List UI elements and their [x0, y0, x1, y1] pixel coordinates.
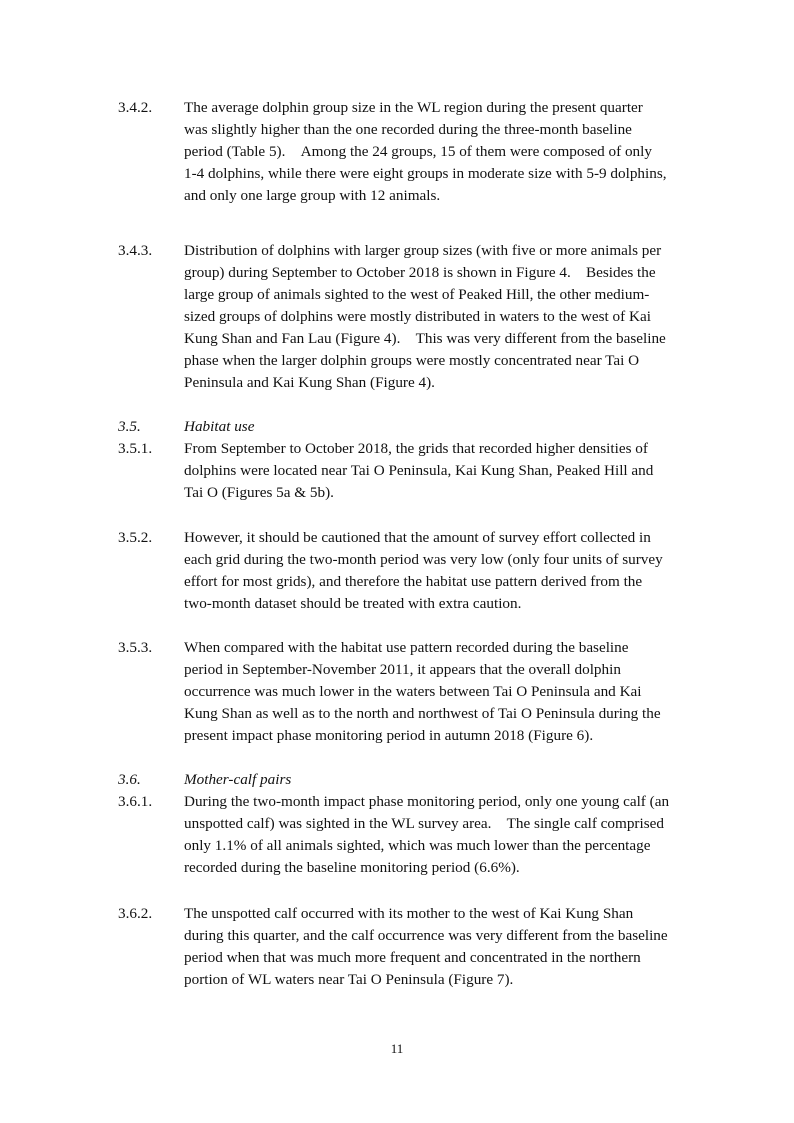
text-line: and only one large group with 12 animals. [184, 187, 441, 204]
text-line: group) during September to October 2018 is shown in Figure 4. Besides the [184, 264, 656, 281]
paragraph-body [184, 97, 710, 207]
text-line: period when that was much more frequent and concentrated in the northern [184, 949, 641, 966]
text-line: large group of animals sighted to the west of Peaked Hill, the other medium- [184, 286, 650, 303]
paragraph-number: 3.5.2. [118, 529, 153, 546]
text-line: only 1.1% of all animals sighted, which was much lower than the percentage [184, 837, 651, 854]
paragraph-body [184, 240, 710, 394]
text-line: Tai O (Figures 5a & 5b). [184, 484, 334, 501]
paragraph-number: 3.5.3. [118, 639, 153, 656]
section-number: 3.5. [118, 418, 141, 435]
text-line: Peninsula and Kai Kung Shan (Figure 4). [184, 374, 435, 391]
text-line: Kung Shan as well as to the north and northwest of Tai O Peninsula during the [184, 705, 661, 722]
text-line: sized groups of dolphins were mostly distributed in waters to the west of Kai [184, 308, 651, 325]
section-number: 3.6. [118, 771, 141, 788]
text-line: recorded during the baseline monitoring period (6.6%). [184, 859, 520, 876]
text-line: When compared with the habitat use pattern recorded during the baseline [184, 639, 629, 656]
paragraph-body [184, 903, 710, 991]
text-line: The unspotted calf occurred with its mother to the west of Kai Kung Shan [184, 905, 634, 922]
text-line: dolphins were located near Tai O Peninsula, Kai Kung Shan, Peaked Hill and [184, 462, 654, 479]
text-line: period in September-November 2011, it appears that the overall dolphin [184, 661, 621, 678]
text-line: effort for most grids), and therefore the habitat use pattern derived from the [184, 573, 643, 590]
text-line: From September to October 2018, the grids that recorded higher densities of [184, 440, 648, 457]
section-title: Habitat use [184, 418, 255, 435]
section-title: Mother-calf pairs [184, 771, 292, 788]
text-line: occurrence was much lower in the waters between Tai O Peninsula and Kai [184, 683, 642, 700]
text-line: Distribution of dolphins with larger group sizes (with five or more animals per [184, 242, 662, 259]
paragraph-number: 3.6.2. [118, 905, 153, 922]
text-line: period (Table 5). Among the 24 groups, 15 of them were composed of only [184, 143, 652, 160]
text-line: 1-4 dolphins, while there were eight groups in moderate size with 5-9 dolphins, [184, 165, 667, 182]
text-line: two-month dataset should be treated with extra caution. [184, 595, 522, 612]
paragraph-body [184, 438, 710, 504]
paragraph-number: 3.4.3. [118, 242, 153, 259]
paragraph-body [184, 637, 710, 747]
text-line: unspotted calf) was sighted in the WL survey area. The single calf comprised [184, 815, 664, 832]
text-line: However, it should be cautioned that the amount of survey effort collected in [184, 529, 651, 546]
text-line: was slightly higher than the one recorded during the three-month baseline [184, 121, 632, 138]
text-line: each grid during the two-month period was very low (only four units of survey [184, 551, 663, 568]
text-line: portion of WL waters near Tai O Peninsula (Figure 7). [184, 971, 514, 988]
paragraph-number: 3.6.1. [118, 793, 153, 810]
text-line: during this quarter, and the calf occurrence was very different from the baseline [184, 927, 668, 944]
text-line: present impact phase monitoring period in autumn 2018 (Figure 6). [184, 727, 594, 744]
paragraph-number: 3.4.2. [118, 99, 153, 116]
text-line: phase when the larger dolphin groups were mostly concentrated near Tai O [184, 352, 640, 369]
paragraph-body [184, 527, 710, 615]
paragraph-body [184, 791, 710, 879]
text-line: Kung Shan and Fan Lau (Figure 4). This was very different from the baseline [184, 330, 666, 347]
paragraph-number: 3.5.1. [118, 440, 153, 457]
text-line: The average dolphin group size in the WL region during the present quarter [184, 99, 643, 116]
text-line: During the two-month impact phase monitoring period, only one young calf (an [184, 793, 670, 810]
page-number: 11 [390, 1041, 404, 1056]
